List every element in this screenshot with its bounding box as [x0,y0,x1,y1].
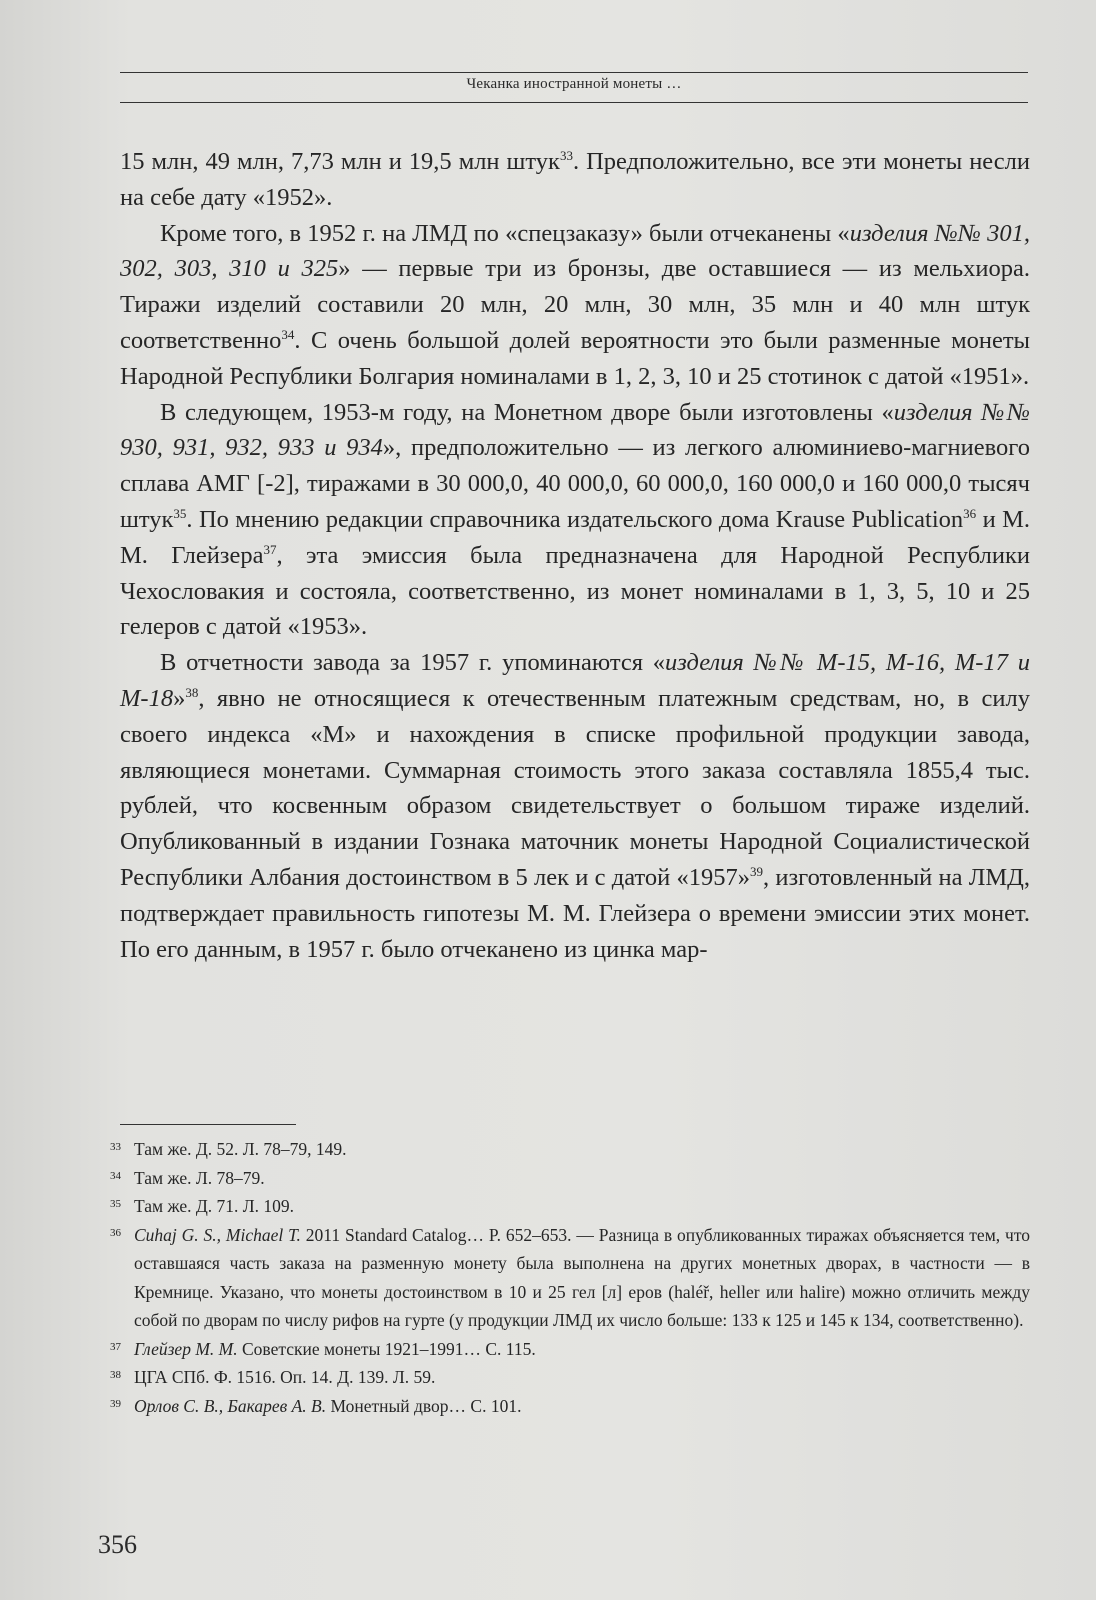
paragraph [120,395,1030,646]
footnote-number: 38 [110,1369,121,1381]
text-run: Кроме того, в 1952 г. на ЛМД по «спецзаказу» были отчеканены « [160,219,850,247]
footnote-number: 39 [110,1397,121,1410]
text-run: Там же. Д. 71. Л. 109. [134,1196,295,1216]
footnote-ref: 34 [281,326,295,342]
footnote-ref: 36 [963,505,977,521]
footnote-ref: 37 [263,541,277,557]
footnote [110,1363,1030,1392]
italic-text: изделия №№ 301, 302, 303, 310 и 325 [120,219,1030,283]
text-run: , эта эмиссия была предназначена для Народной Республики Чехословакия и состояла, соответственно, из монет номиналами в 1, 3, 5, 10 и 25 гелеров с датой «1953». [120,541,1030,641]
footnotes [110,1135,1030,1420]
text-run: Там же. Д. 52. Л. 78–79, 149. [134,1139,347,1159]
text-run: Монетный двор… С. 101. [326,1395,522,1416]
footnote-ref: 38 [185,684,199,700]
footnote [110,1221,1030,1335]
paragraph [120,216,1030,395]
text-run: В отчетности завода за 1957 г. упоминаются « [160,649,666,677]
footnote-number: 35 [110,1198,121,1210]
text-run: и М. М. Глейзера [120,505,1030,569]
footnote [110,1335,1030,1364]
text-run: . По мнению редакции справочника издательского дома Krause Publication [186,505,964,533]
text-run: . Предположительно, все эти монеты несли на себе дату «1952». [120,148,1031,211]
footnote-number: 34 [110,1169,121,1182]
text-run: » [173,684,186,712]
header-rule-bottom [120,102,1028,103]
text-run: В следующем, 1953-м году, на Монетном дворе были изготовлены « [160,398,894,426]
text-run: , изготовленный на ЛМД, подтверждает правильность гипотезы М. М. Глейзера о времени эмиссии этих монет. По его данным, в 1957 г. было отчеканено из цинка мар- [120,863,1030,963]
italic-text: изделия №№ М-15, М-16, М-17 и М-18 [120,649,1031,712]
running-head-title: Чеканка иностранной монеты … [466,76,682,92]
text-run: , явно не относящиеся к отечественным платежным средствам, но, в силу своего индекса «М» и нахождения в списке профильной продукции завода, являющиеся монетами. Суммарная стоимость этого заказа составляла 1855,4 тыс. рублей, что косвенным образом свидетельствует о большом тираже изделий. Опубликованный в издании Гознака маточник монеты Народной Социалистической Республики Албания достоинством в 5 лек и с датой «1957» [120,684,1030,891]
footnote [110,1392,1030,1421]
paragraph [120,144,1030,216]
text-run: 15 млн, 49 млн, 7,73 млн и 19,5 млн штук [120,148,560,175]
paragraph [120,645,1030,967]
italic-text: изделия №№ 930, 931, 932, 933 и 934 [120,398,1031,462]
footnote-ref: 33 [559,147,573,163]
footnote [110,1192,1030,1221]
running-head [120,64,1028,108]
main-text [120,144,1030,967]
text-run: Там же. Л. 78–79. [134,1167,265,1188]
footnote-ref: 39 [749,863,763,879]
text-run: », предположительно — из легкого алюминиево-магниевого сплава АМГ [-2], тиражами в 30 000,0, 40 000,0, 60 000,0, 160 000,0 и 160 000,0 тысяч штук [120,434,1030,533]
text-run: » — первые три из бронзы, две оставшиеся — из мельхиора. Тиражи изделий составили 20 млн, 20 млн, 30 млн, 35 млн и 40 млн штук соответственно [120,255,1030,354]
italic-text: Орлов С. В., Бакарев А. В. [134,1395,327,1416]
footnote [110,1135,1030,1164]
footnote-number: 33 [110,1141,121,1153]
text-run: . С очень большой долей вероятности это были разменные монеты Народной Республики Болгария номиналами в 1, 2, 3, 10 и 25 стотинок с датой «1951». [120,326,1030,390]
footnote [110,1164,1030,1193]
italic-text: Cuhaj G. S., Michael T. [134,1224,301,1245]
text-run: ЦГА СПб. Ф. 1516. Оп. 14. Д. 139. Л. 59. [134,1367,436,1387]
header-rule-top [120,72,1028,73]
footnote-number: 36 [110,1226,121,1239]
footnote-ref: 35 [173,505,187,521]
footnote-separator [120,1124,296,1125]
text-run: Советские монеты 1921–1991… С. 115. [237,1338,536,1359]
italic-text: Глейзер М. М. [134,1338,238,1359]
footnote-number: 37 [110,1340,121,1353]
text-run: 2011 Standard Catalog… P. 652–653. — Разница в опубликованных тиражах объясняется тем, что оставшаяся часть заказа на разменную монету была выполнена на других монетных дворах, в частности — в Кремнице. Указано, что монеты достоинством в 10 и 25 гел [л] еров (haléř, heller или halire) можно отличить между собой по дворам по числу рифов на гурте (у продукции ЛМД их число больше: 133 к 125 и 145 к 134, соответственно). [134,1224,1030,1330]
page-number: 356 [98,1530,137,1559]
